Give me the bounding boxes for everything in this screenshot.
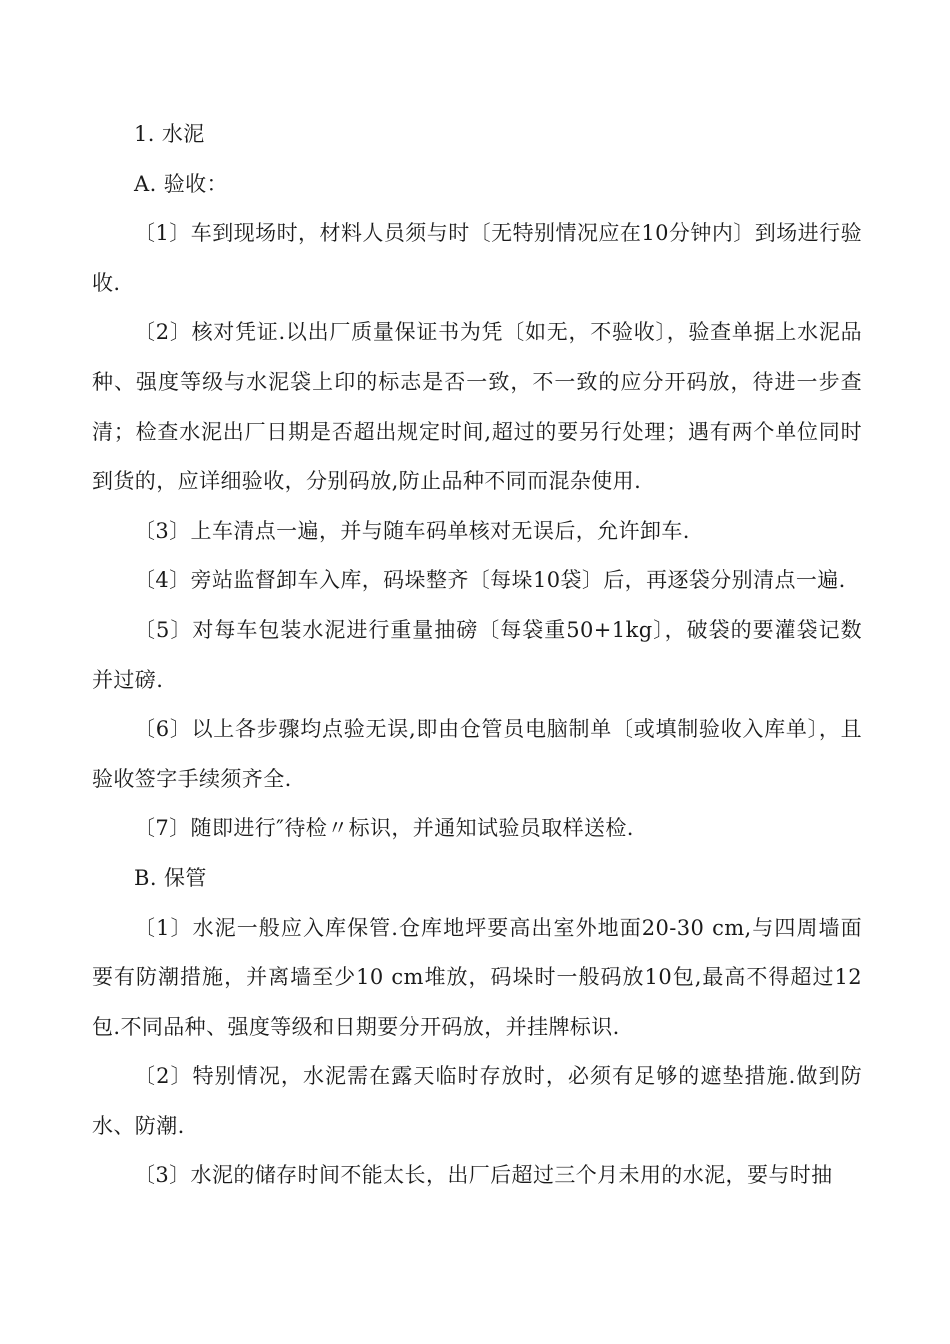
document-body [92, 110, 862, 1201]
storage-step-1: 〔1〕水泥一般应入库保管.仓库地坪要高出室外地面20-30 cm,与四周墙面要有防潮措施，并离墙至少10 cm堆放，码垛时一般码放10包,最高不得超过12包.不同品种、强度等级和日期要分开码放，并挂牌标识. [92, 915, 862, 1039]
storage-step-2: 〔2〕特别情况，水泥需在露天临时存放时，必须有足够的遮垫措施.做到防水、防潮. [92, 1064, 862, 1138]
heading-cement: 1. 水泥 [134, 122, 205, 146]
subheading-acceptance: A. 验收： [134, 171, 228, 196]
acceptance-step-4: 〔4〕旁站监督卸车入库，码垛整齐〔每垛10袋〕后，再逐袋分别清点一遍. [134, 568, 846, 593]
acceptance-step-3: 〔3〕上车清点一遍，并与随车码单核对无误后，允许卸车. [134, 518, 690, 543]
acceptance-step-5: 〔5〕对每车包装水泥进行重量抽磅〔每袋重50+1kg〕，破袋的要灌袋记数并过磅. [92, 617, 862, 692]
storage-step-3: 〔3〕水泥的储存时间不能太长，出厂后超过三个月未用的水泥，要与时抽 [134, 1163, 833, 1188]
acceptance-step-7: 〔7〕随即进行″待检〃标识，并通知试验员取样送检. [134, 816, 634, 841]
subheading-storage: B. 保管 [134, 865, 207, 890]
acceptance-step-2: 〔2〕核对凭证.以出厂质量保证书为凭〔如无，不验收〕，验查单据上水泥品种、强度等级与水泥袋上印的标志是否一致，不一致的应分开码放，待进一步查清；检查水泥出厂日期是否超出规定时间,超过的要另行处理；遇有两个单位同时到货的，应详细验收，分别码放,防止品种不同而混杂使用. [92, 320, 862, 494]
acceptance-step-6: 〔6〕以上各步骤均点验无误,即由仓管员电脑制单〔或填制验收入库单〕，且验收签字手续须齐全. [92, 717, 862, 791]
acceptance-step-1: 〔1〕车到现场时，材料人员须与时〔无特别情况应在10分钟内〕到场进行验收. [92, 221, 862, 295]
